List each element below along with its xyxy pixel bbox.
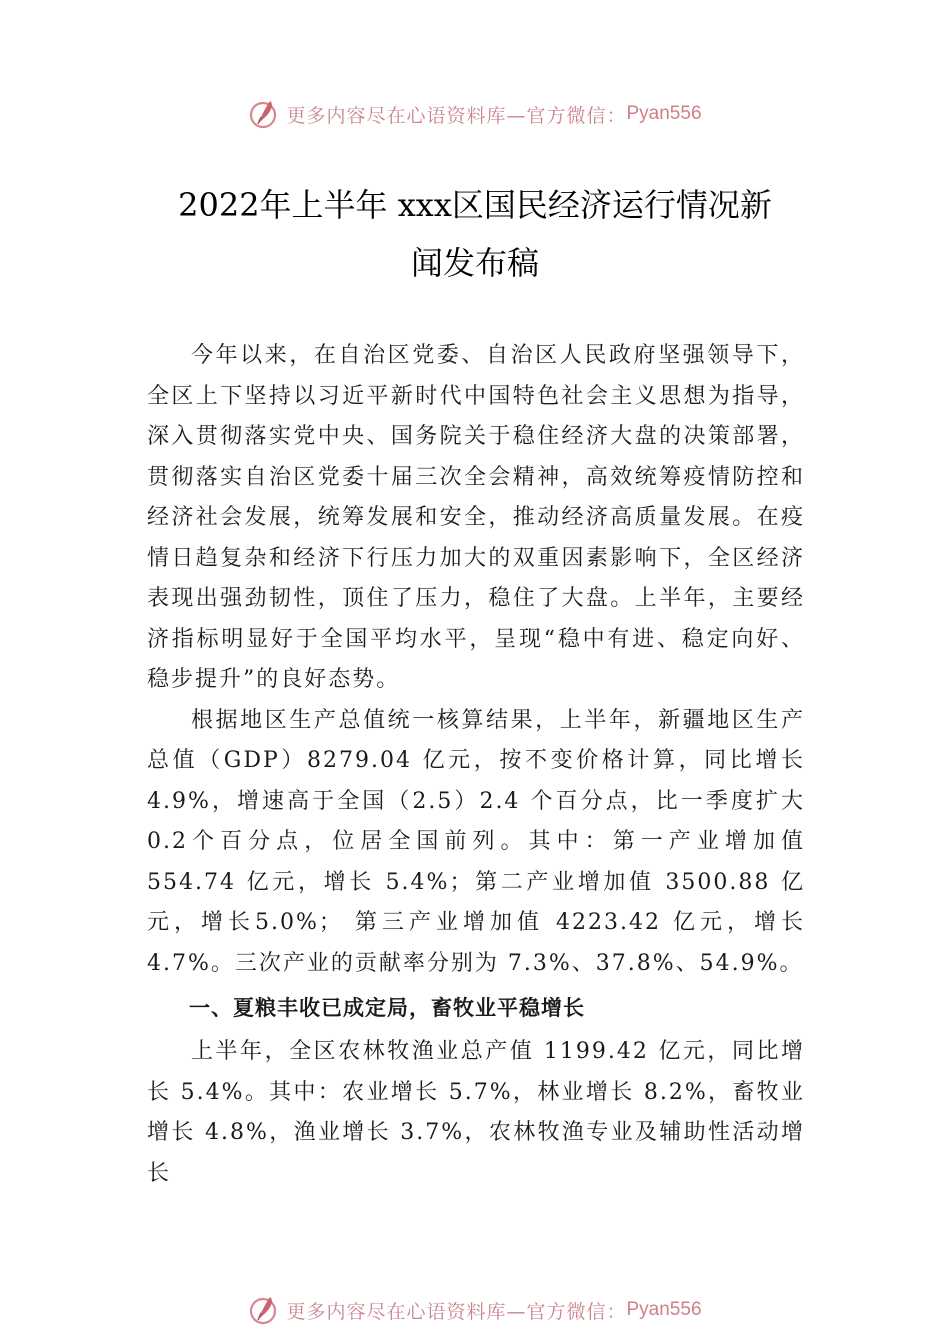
paragraph-agriculture: 上半年，全区农林牧渔业总产值 1199.42 亿元，同比增长 5.4%。其中：农业增长 5.7%，林业增长 8.2%，畜牧业增长 4.8%，渔业增长 3.7%，农林牧渔专业及辅助性活动增长 [147,1039,805,1186]
feather-pen-seal-icon [248,98,280,130]
watermark-label: 更多内容尽在心语资料库—官方微信： [286,1300,627,1323]
section-heading-agriculture: 一、夏粮丰收已成定局，畜牧业平稳增长 [189,996,585,1020]
title-line-1: 2022年上半年 xxx区国民经济运行情况新 [178,186,772,224]
paragraph-gdp: 根据地区生产总值统一核算结果，上半年，新疆地区生产总值（GDP）8279.04 亿元，按不变价格计算，同比增长4.9%，增速高于全国（2.5）2.4 个百分点，比一季度扩大 0.2个百分点，位居全国前列。其中：第一产业增加值 554.74 亿元，增长 5.4%；第二产业增加值 3500.88 亿元，增长5.0%； 第三产业增加值 4223.42 亿元，增长 4.7%。三次产业的贡献率分别为 7.3%、37.8%、54.9%。 [147,707,805,976]
watermark-wechat-id: Pyan556 [626,1299,702,1320]
paragraph-intro: 今年以来，在自治区党委、自治区人民政府坚强领导下，全区上下坚持以习近平新时代中国特色社会主义思想为指导，深入贯彻落实党中央、国务院关于稳住经济大盘的决策部署，贯彻落实自治区党委十届三次全会精神，高效统筹疫情防控和经济社会发展，统筹发展和安全，推动经济高质量发展。在疫情日趋复杂和经济下行压力加大的双重因素影响下，全区经济表现出强劲韧性，顶住了压力，稳住了大盘。上半年，主要经济指标明显好于全国平均水平，呈现“稳中有进、稳定向好、稳步提升”的良好态势。 [147,343,805,692]
watermark-banner-bottom [0,1290,950,1330]
watermark-label: 更多内容尽在心语资料库—官方微信： [286,104,627,127]
watermark-wechat-id: Pyan556 [626,103,702,124]
watermark-banner-top [0,94,950,134]
title-line-2: 闻发布稿 [410,244,539,282]
feather-pen-seal-icon [248,1294,280,1326]
document-title [100,176,850,292]
document-body [147,336,805,1194]
